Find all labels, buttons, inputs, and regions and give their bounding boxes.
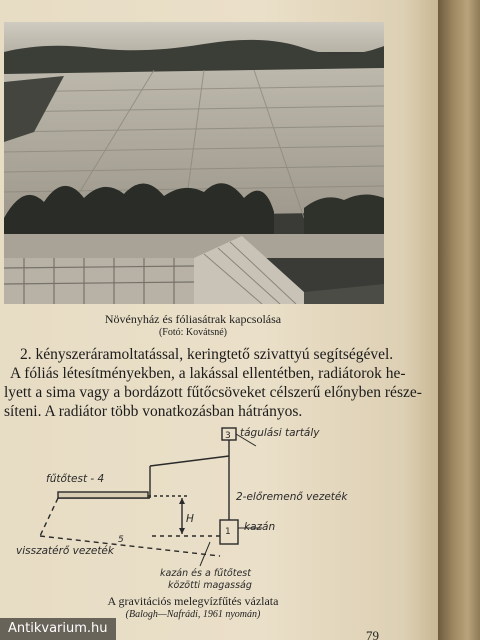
return-pipe-label: visszatérő vezeték [16, 545, 114, 557]
return-pipe-down [40, 498, 58, 536]
page-number: 79 [366, 628, 379, 640]
body-line-2: A fóliás létesítményekben, a lakással ellentétben, radiátorok he- [10, 365, 406, 382]
height-label: H [186, 513, 194, 525]
height-arrow-up [179, 498, 185, 504]
heater-element [58, 492, 148, 498]
body-line-4: síteni. A radiátor több vonatkozásban hátrányos. [4, 403, 303, 420]
tank-label: tágulási tartály [240, 427, 320, 439]
boiler-label: kazán [244, 521, 276, 533]
flow-pipe-top [150, 456, 229, 466]
heating-diagram [0, 426, 438, 601]
site-watermark: Antikvarium.hu [0, 618, 116, 640]
heater-label: fűtőtest - 4 [46, 473, 105, 485]
body-line-3: lyett a sima vagy a bordázott fűtőcsöveket célszerű előnyben része- [4, 384, 422, 401]
tank-number: 3 [225, 431, 231, 441]
height-note-2: közötti magasság [168, 580, 252, 591]
photo-caption: Növényház és fóliasátrak kapcsolása [104, 312, 282, 326]
return-number: 5 [118, 535, 124, 545]
book-spine-gutter [438, 0, 480, 640]
greenhouse-photo [4, 22, 384, 304]
greenhouse-photo-drawing [4, 22, 384, 304]
height-arrow-down [179, 528, 185, 534]
body-line-1: 2. kényszeráramoltatással, keringtető szivattyú segítségével. [20, 346, 394, 363]
diagram-credit: (Balogh—Nafrádi, 1961 nyomán) [125, 609, 261, 620]
diagram-caption: A gravitációs melegvízfűtés vázlata [107, 594, 279, 608]
flow-pipe-label: 2-előremenő vezeték [236, 491, 348, 503]
height-note-1: kazán és a fűtőtest [160, 568, 251, 579]
boiler-number: 1 [225, 527, 231, 537]
photo-credit: (Fotó: Kovátsné) [158, 327, 228, 338]
